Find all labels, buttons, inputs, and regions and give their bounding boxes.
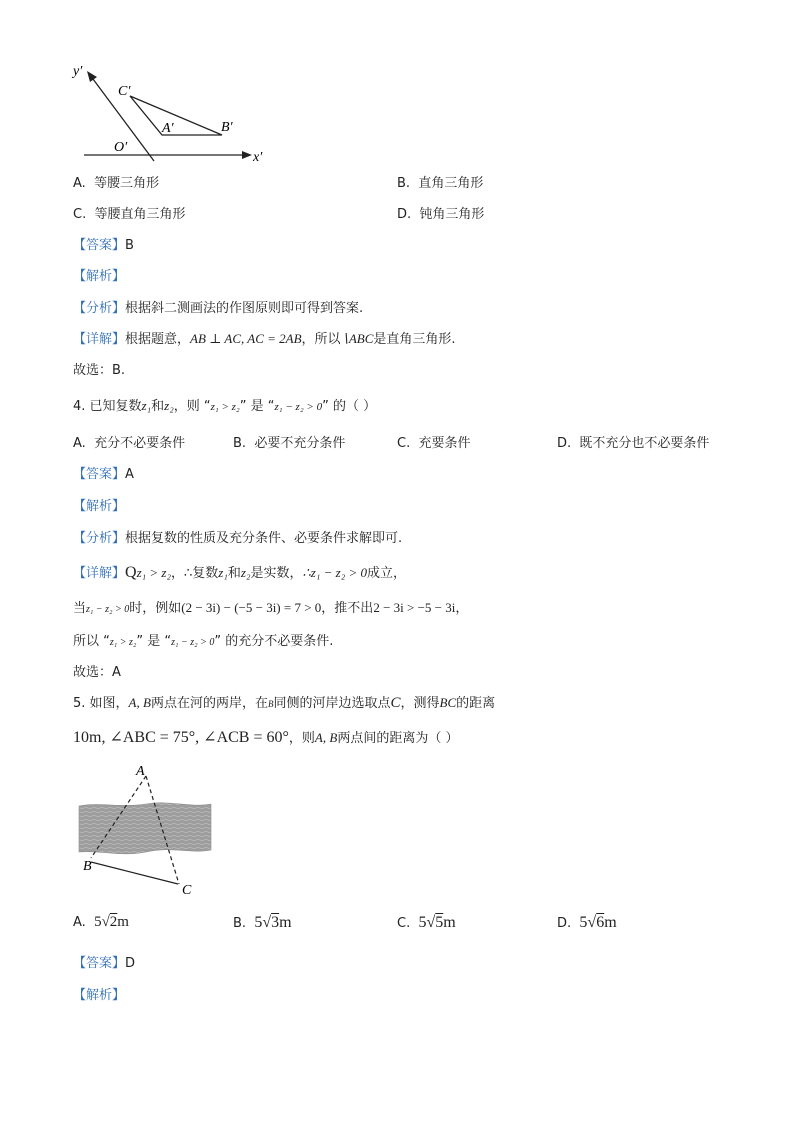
label-b: B	[83, 859, 92, 874]
q5-stem-line2: 10m, ∠ABC = 75°, ∠ACB = 60°，则A, B两点间的距离为（ ）	[73, 729, 459, 746]
q4-option-b: B. 必要不充分条件	[233, 436, 346, 451]
q3-option-a: A. 等腰三角形	[73, 176, 160, 191]
q3-answer: 【答案】B	[73, 238, 134, 253]
q4-guxuan: 故选：A	[73, 665, 121, 680]
oblique-triangle-figure	[70, 58, 280, 168]
q4-xiangjie-line3: 所以 “z₁ > z₂” 是 “z₁ − z₂ > 0” 的充分不必要条件.	[73, 634, 334, 649]
line-bc	[91, 862, 178, 884]
q5-stem-line1: 5. 如图，A, B两点在河的两岸，在B同侧的河岸边选取点C，测得BC的距离	[73, 695, 496, 711]
river-figure	[76, 762, 216, 897]
label-o-prime: O′	[114, 140, 128, 155]
answer-label: 【答案】	[73, 238, 126, 253]
q3-xiangjie: 【详解】根据题意，AB ⊥ AC, AC = 2AB，所以∖ABC是直角三角形.	[73, 331, 456, 347]
q5-option-d: D. 5√6m	[557, 914, 617, 931]
y-axis-arrow	[87, 71, 97, 82]
label-a-prime: A′	[162, 121, 174, 136]
q3-option-d: D. 钝角三角形	[397, 207, 485, 222]
label-a: A	[136, 764, 145, 779]
q4-option-d: D. 既不充分也不必要条件	[557, 436, 710, 451]
label-x-prime: x′	[253, 150, 263, 165]
label-c-prime: C′	[118, 84, 131, 99]
label-y-prime: y′	[73, 64, 83, 79]
q5-answer: 【答案】D	[73, 956, 136, 971]
q4-jiexi: 【解析】	[73, 499, 126, 514]
q4-xiangjie-line1: 【详解】Qz₁ > z₂，∴复数z₁和z₂是实数，∴z₁ − z₂ > 0成立，	[73, 564, 407, 581]
q3-fenxi: 【分析】根据斜二测画法的作图原则即可得到答案.	[73, 301, 364, 316]
q5-jiexi: 【解析】	[73, 988, 126, 1003]
q3-option-c: C. 等腰直角三角形	[73, 207, 186, 222]
x-axis-arrow	[242, 151, 252, 159]
q5-option-a: A. 5√2m	[73, 914, 129, 930]
q5-option-b: B. 5√3m	[233, 914, 292, 931]
label-b-prime: B′	[221, 120, 233, 135]
q4-fenxi: 【分析】根据复数的性质及充分条件、必要条件求解即可.	[73, 531, 403, 546]
q5-option-c: C. 5√5m	[397, 914, 456, 931]
q3-jiexi: 【解析】	[73, 269, 126, 284]
label-c: C	[182, 883, 192, 897]
q4-option-a: A. 充分不必要条件	[73, 436, 186, 451]
q4-xiangjie-line2: 当z₁ − z₂ > 0时，例如(2 − 3i) − (−5 − 3i) = 7 > 0，推不出2 − 3i > −5 − 3i，	[73, 600, 469, 616]
q3-option-b: B. 直角三角形	[397, 176, 484, 191]
q4-answer: 【答案】A	[73, 467, 134, 482]
q4-option-c: C. 充要条件	[397, 436, 471, 451]
triangle-abc-prime	[130, 96, 222, 135]
q3-guxuan: 故选：B.	[73, 363, 126, 378]
q4-stem: 4. 已知复数z₁和z₂，则 “z₁ > z₂” 是 “z₁ − z₂ > 0” 的（ ）	[73, 398, 377, 414]
